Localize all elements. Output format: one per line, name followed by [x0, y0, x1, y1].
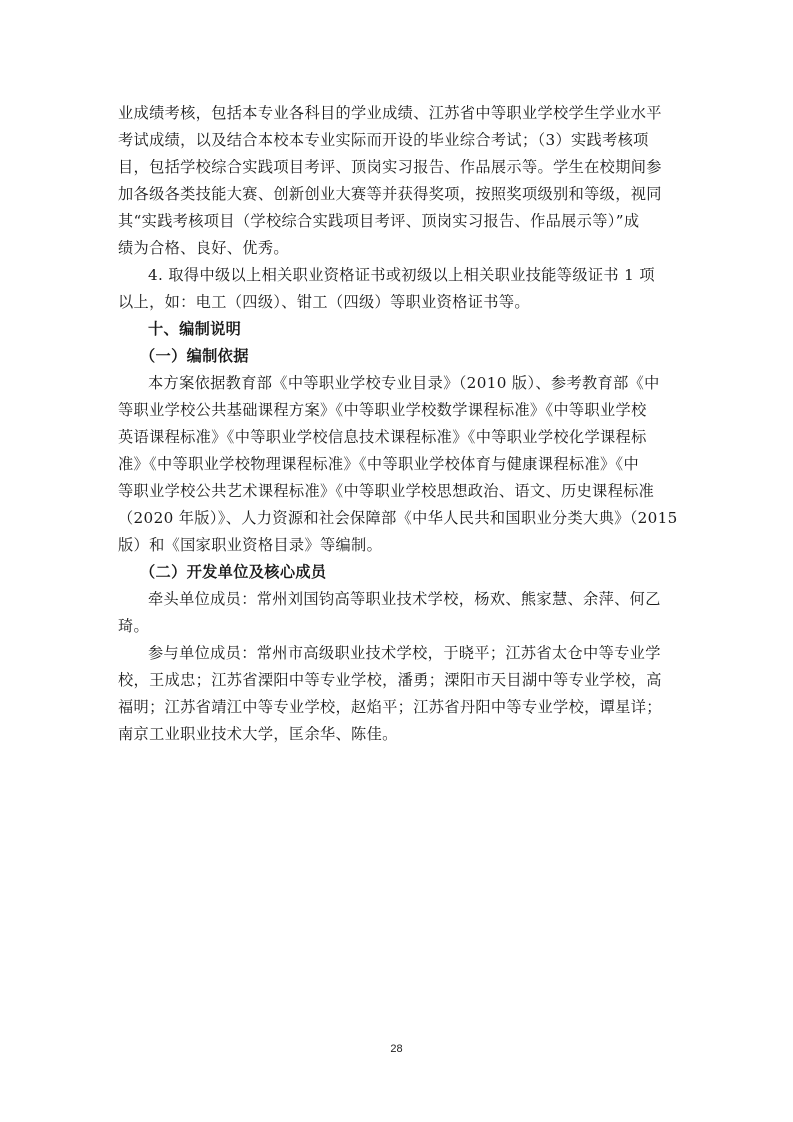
body-text-line: 准》《中等职业学校物理课程标准》《中等职业学校体育与健康课程标准》《中: [118, 455, 640, 473]
body-text-line: 考试成绩，以及结合本校本专业实际而开设的毕业综合考试；（3）实践考核项: [118, 131, 649, 149]
body-text-line: 南京工业职业技术大学，匡余华、陈佳。: [118, 725, 398, 743]
body-text-line: 福明；江苏省靖江中等专业学校，赵焰平；江苏省丹阳中等专业学校，谭星详；: [118, 698, 662, 716]
body-text-line: 加各级各类技能大赛、创新创业大赛等并获得奖项，按照奖项级别和等级，视同: [118, 185, 662, 203]
page-number: 28: [390, 1043, 403, 1055]
body-text-line: 目，包括学校综合实践项目考评、顶岗实习报告、作品展示等。学生在校期间参: [118, 158, 662, 176]
subsection-heading: （一）编制依据: [140, 347, 249, 365]
body-text-line: 琦。: [118, 617, 150, 635]
body-text-line: 校，王成忠；江苏省溧阳中等专业学校，潘勇；溧阳市天目湖中等专业学校，高: [118, 671, 662, 689]
body-text-line: 等职业学校公共艺术课程标准》《中等职业学校思想政治、语文、历史课程标准: [118, 482, 655, 500]
body-text-line: 英语课程标准》《中等职业学校信息技术课程标准》《中等职业学校化学课程标: [118, 428, 647, 446]
body-text-line: 版）和《国家职业资格目录》等编制。: [118, 536, 383, 554]
body-text-line: 牵头单位成员：常州刘国钧高等职业技术学校，杨欢、熊家慧、余萍、何乙: [148, 590, 661, 608]
subsection-heading: （二）开发单位及核心成员: [140, 563, 327, 581]
body-text-line: 等职业学校公共基础课程方案》《中等职业学校数学课程标准》《中等职业学校: [118, 401, 647, 419]
body-text-line: 以上，如：电工（四级）、钳工（四级）等职业资格证书等。: [118, 293, 530, 311]
body-text-line: 本方案依据教育部《中等职业学校专业目录》（2010 版）、参考教育部《中: [148, 374, 660, 392]
body-text-line: 业成绩考核，包括本专业各科目的学业成绩、江苏省中等职业学校学生学业水平: [118, 104, 662, 122]
body-text-line: 参与单位成员：常州市高级职业技术学校，于晓平；江苏省太仓中等专业学: [148, 644, 661, 662]
body-text-line: 绩为合格、良好、优秀。: [118, 239, 289, 257]
section-heading: 十、编制说明: [148, 320, 242, 338]
body-text-line: 其“实践考核项目（学校综合实践项目考评、顶岗实习报告、作品展示等）”成: [118, 212, 640, 230]
body-text-line: （2020 年版）》、人力资源和社会保障部《中华人民共和国职业分类大典》（2015: [118, 509, 678, 527]
body-text-line: 4. 取得中级以上相关职业资格证书或初级以上相关职业技能等级证书 1 项: [148, 266, 655, 284]
